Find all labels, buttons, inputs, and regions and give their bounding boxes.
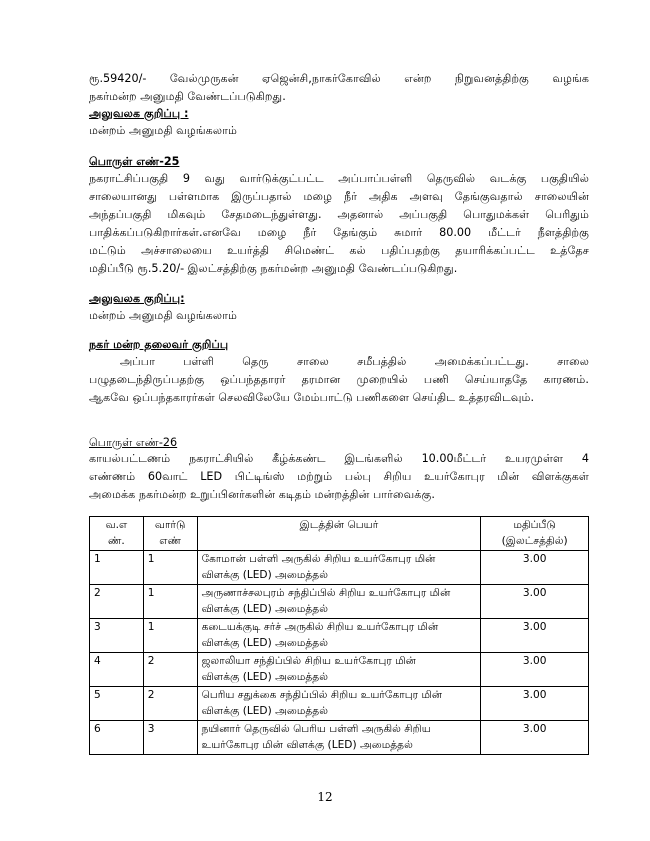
place-name-cell: அருணாச்சலபுரம் சந்திப்பில் சிறிய உயர்கோபுர மின் விளக்கு (LED) அமைத்தல்: [197, 585, 481, 619]
chairman-note-heading: நகர் மன்ற தலைவர் குறிப்பு: [89, 338, 229, 351]
estimate-value-cell: 3.00: [481, 721, 589, 755]
table-row: [90, 551, 589, 585]
ward-no-cell: 1: [143, 585, 197, 619]
estimate-value-cell: 3.00: [481, 687, 589, 721]
header-ward-no: வார்டு எண்: [143, 517, 197, 551]
serial-no-cell: 2: [90, 585, 144, 619]
place-name-cell: கோமான் பள்ளி அருகில் சிறிய உயர்கோபுர மின் விளக்கு (LED) அமைத்தல்: [197, 551, 481, 585]
serial-no-cell: 3: [90, 619, 144, 653]
place-name-cell: நயினார் தெருவில் பெரிய பள்ளி அருகில் சிறிய உயர்கோபுர மின் விளக்கு (LED) அமைத்தல்: [197, 721, 481, 755]
header-estimate-value: மதிப்பீடு (இலட்சத்தில்): [481, 517, 589, 551]
ward-no-cell: 1: [143, 551, 197, 585]
subject-26-line: எண்ணம் 60வாட் LED பிட்டிங்ஸ் மற்றும் பல்பு சிறிய உயர்கோபுர மின் விளக்குகள்: [89, 470, 589, 483]
office-note-text: மன்றம் அனுமதி வழங்கலாம்: [89, 124, 237, 137]
subject-25-line: பாதிக்கப்படுகிறார்கள்.எனவே மழை நீர் தேங்கும் சுமார் 80.00 மீட்டர் நீளத்திற்கு: [89, 226, 589, 239]
subject-25-line: நகராட்சிப்பகுதி 9 வது வார்டுக்குட்பட்ட அப்பாப்பள்ளி தெருவில் வடக்கு பகுதியில்: [89, 172, 589, 185]
chairman-note-line: பழுதடைந்திருப்பதற்கு ஒப்பந்ததாரர் தரமான முறையில் பணி செய்யாததே காரணம்.: [89, 373, 589, 386]
header-place-name: இடத்தின் பெயர்: [197, 517, 481, 551]
subject-26-heading: பொருள் எண்-26: [89, 436, 178, 449]
header-serial-no: வ.எ ண்.: [90, 517, 144, 551]
serial-no-cell: 4: [90, 653, 144, 687]
subject-25-line: மதிப்பீடு ரூ.5.20/- இலட்சத்திற்கு நகர்மன்ற அனுமதி வேண்டப்படுகிறது.: [89, 262, 458, 275]
place-name-cell: கடையக்குடி சர்ச் அருகில் சிறிய உயர்கோபுர மின் விளக்கு (LED) அமைத்தல்: [197, 619, 481, 653]
office-note-heading: அலுவலக குறிப்பு :: [89, 107, 189, 120]
subject-25-line: அந்தப்பகுதி மிகவும் சேதமடைந்துள்ளது. அதனால் அப்பகுதி பொதுமக்கள் பெரிதும்: [89, 208, 589, 221]
subject-25-heading: பொருள் எண்-25: [89, 155, 180, 168]
table-row: [90, 687, 589, 721]
ward-no-cell: 2: [143, 687, 197, 721]
estimate-value-cell: 3.00: [481, 653, 589, 687]
chairman-note-line: ஆகவே ஒப்பந்தகாரர்கள் செலவிலேயே மேம்பாட்டு பணிகளை செய்திட உத்தரவிடவும்.: [89, 391, 535, 404]
serial-no-cell: 6: [90, 721, 144, 755]
intro-line-2: நகர்மன்ற அனுமதி வேண்டப்படுகிறது.: [89, 90, 286, 103]
table-row: [90, 585, 589, 619]
chairman-note-line: அப்பா பள்ளி தெரு சாலை சமீபத்தில் அமைக்கப்பட்டது. சாலை: [120, 355, 589, 368]
office-note-heading: அலுவலக குறிப்பு:: [89, 292, 185, 305]
subject-25-line: மட்டும் அச்சாலையை உயர்த்தி சிமெண்ட் கல் பதிப்பதற்கு தயாரிக்கப்பட்ட உத்தேச: [89, 244, 589, 257]
estimate-table: [89, 516, 589, 755]
subject-26-line: அமைக்க நகர்மன்ற உறுப்பினர்களின் கடிதம் மன்றத்தின் பார்வைக்கு.: [89, 488, 435, 501]
ward-no-cell: 2: [143, 653, 197, 687]
page-number: 12: [317, 790, 333, 804]
estimate-value-cell: 3.00: [481, 551, 589, 585]
office-note-text: மன்றம் அனுமதி வழங்கலாம்: [89, 309, 237, 322]
table-row: [90, 619, 589, 653]
subject-25-line: சாலையானது பள்ளமாக இருப்பதால் மழை நீர் அதிக அளவு தேங்குவதால் சாலையின்: [89, 190, 589, 203]
subject-26-line: காயல்பட்டணம் நகராட்சியில் கீழ்க்கண்ட இடங்களில் 10.00மீட்டர் உயரமுள்ள 4: [89, 452, 589, 465]
place-name-cell: ஜலாலியா சந்திப்பில் சிறிய உயர்கோபுர மின் விளக்கு (LED) அமைத்தல்: [197, 653, 481, 687]
serial-no-cell: 1: [90, 551, 144, 585]
ward-no-cell: 3: [143, 721, 197, 755]
place-name-cell: பெரிய சதுக்கை சந்திப்பில் சிறிய உயர்கோபுர மின் விளக்கு (LED) அமைத்தல்: [197, 687, 481, 721]
intro-line-1: ரூ.59420/- வேல்முருகன் ஏஜென்சி,நாகர்கோவில் என்ற நிறுவனத்திற்கு வழங்க: [89, 72, 589, 85]
ward-no-cell: 1: [143, 619, 197, 653]
estimate-value-cell: 3.00: [481, 619, 589, 653]
table-row: [90, 653, 589, 687]
estimate-value-cell: 3.00: [481, 585, 589, 619]
table-row: [90, 721, 589, 755]
table-header-row: [90, 517, 589, 551]
serial-no-cell: 5: [90, 687, 144, 721]
